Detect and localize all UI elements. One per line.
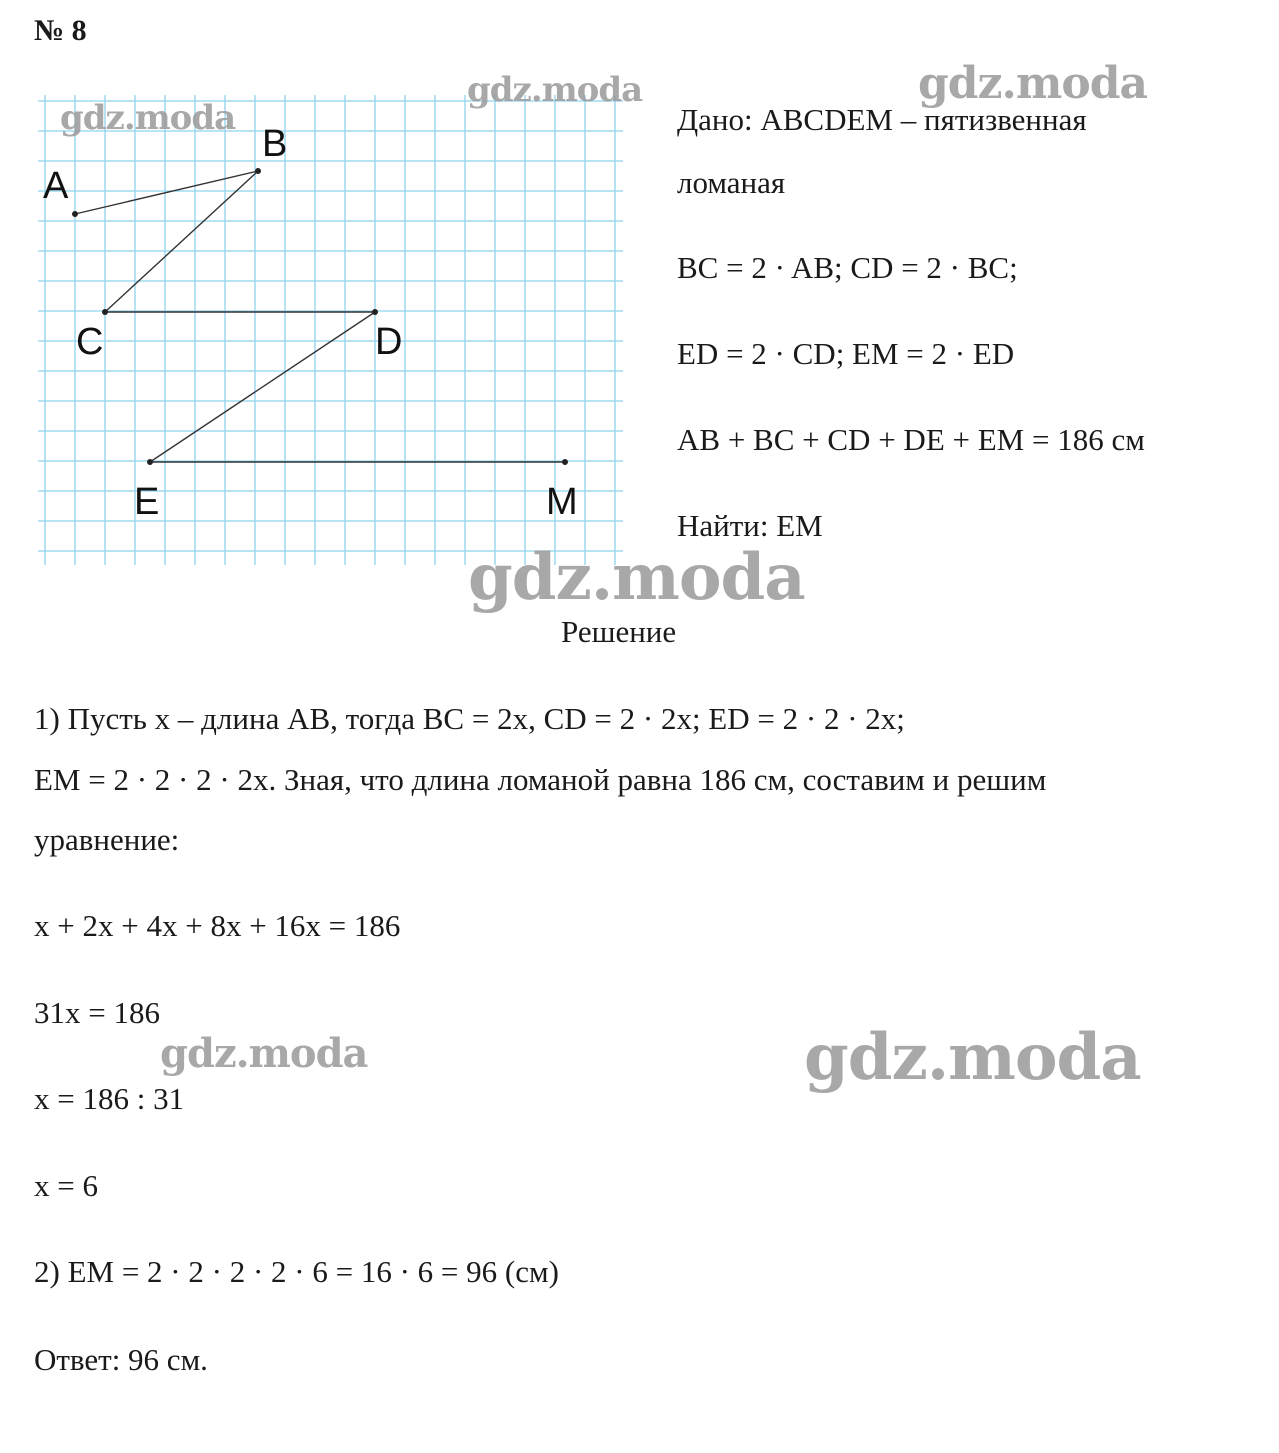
watermark: gdz.moda bbox=[160, 1030, 368, 1077]
given-line-5: AB + BC + CD + DE + EM = 186 см bbox=[677, 422, 1145, 457]
watermark: gdz.moda bbox=[60, 98, 236, 138]
equation-3: x = 186 : 31 bbox=[34, 1081, 185, 1116]
label-e: E bbox=[134, 481, 160, 523]
find-line: Найти: EM bbox=[677, 508, 823, 543]
grid-lines bbox=[38, 95, 623, 565]
vertex-a bbox=[72, 211, 78, 217]
watermark: gdz.moda bbox=[804, 1020, 1141, 1095]
vertex-m bbox=[562, 459, 568, 465]
given-line-4: ED = 2 · CD; EM = 2 · ED bbox=[677, 336, 1015, 371]
vertex-c bbox=[102, 309, 108, 315]
solution-heading: Решение bbox=[561, 614, 677, 649]
label-b: B bbox=[262, 123, 288, 165]
polyline-segments bbox=[75, 171, 565, 462]
label-m: M bbox=[546, 481, 578, 523]
vertex-b bbox=[255, 168, 261, 174]
watermark: gdz.moda bbox=[918, 58, 1148, 109]
given-line-3: BC = 2 · AB; CD = 2 · BC; bbox=[677, 250, 1018, 285]
watermark: gdz.moda bbox=[468, 540, 805, 615]
vertex-e bbox=[147, 459, 153, 465]
given-line-1: Дано: ABCDEM – пятизвенная bbox=[677, 102, 1087, 137]
label-c: C bbox=[76, 321, 104, 363]
equation-2: 31x = 186 bbox=[34, 995, 160, 1030]
step1-line-3: уравнение: bbox=[34, 822, 180, 857]
step1-line-1: 1) Пусть x – длина AB, тогда BC = 2x, CD = 2 · 2x; ED = 2 · 2 · 2x; bbox=[34, 701, 905, 736]
equation-4: x = 6 bbox=[34, 1168, 98, 1203]
label-d: D bbox=[375, 321, 403, 363]
vertex-labels bbox=[43, 123, 578, 523]
equation-1: x + 2x + 4x + 8x + 16x = 186 bbox=[34, 908, 401, 943]
segment-bc bbox=[105, 171, 258, 312]
given-line-2: ломаная bbox=[677, 165, 786, 200]
watermark: gdz.moda bbox=[467, 70, 643, 110]
segment-ab bbox=[75, 171, 258, 214]
task-number: № 8 bbox=[34, 14, 87, 47]
step1-line-2: EM = 2 · 2 · 2 · 2x. Зная, что длина ломаной равна 186 см, составим и решим bbox=[34, 762, 1047, 797]
vertex-d bbox=[372, 309, 378, 315]
polyline-vertices bbox=[72, 168, 568, 465]
segment-de bbox=[150, 312, 375, 462]
step2-line: 2) EM = 2 · 2 · 2 · 2 · 6 = 16 · 6 = 96 (см) bbox=[34, 1254, 559, 1289]
polyline-figure bbox=[38, 95, 628, 570]
label-a: A bbox=[43, 165, 69, 207]
answer-line: Ответ: 96 см. bbox=[34, 1342, 208, 1377]
